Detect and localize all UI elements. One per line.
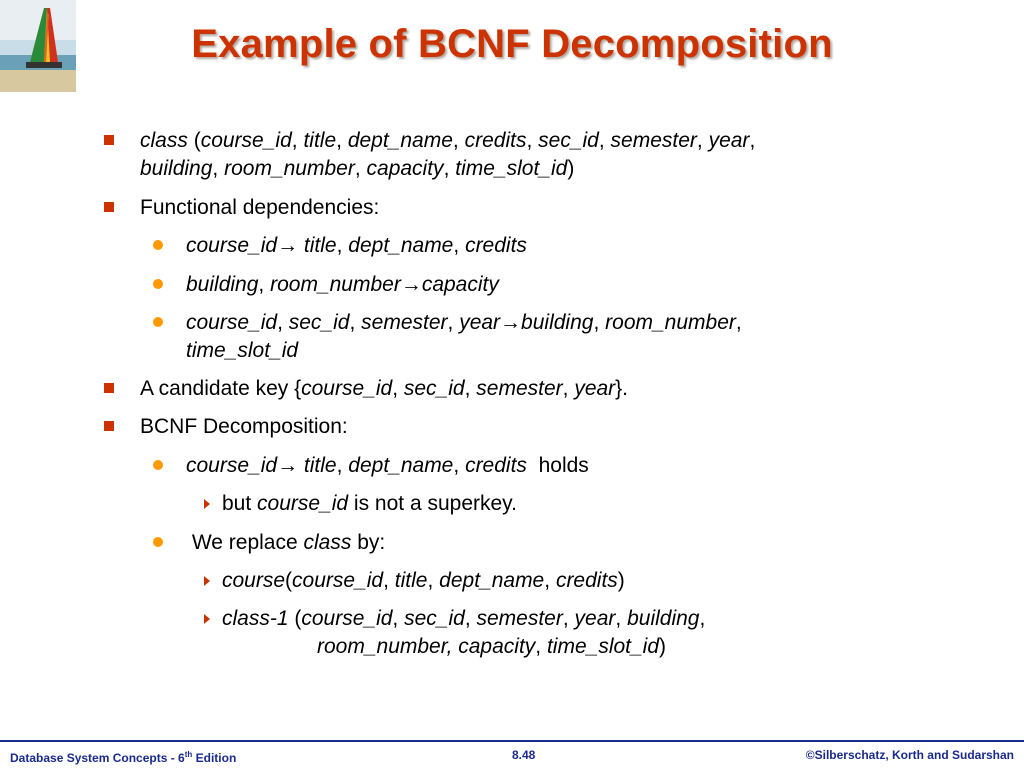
replace-line: We replace class by: bbox=[186, 531, 386, 554]
bullet-dot bbox=[153, 537, 163, 547]
fd-3-line-2: time_slot_id bbox=[186, 339, 299, 362]
bullet-square bbox=[104, 421, 114, 431]
bullet-square bbox=[104, 202, 114, 212]
footer-left: Database System Concepts - 6th Edition bbox=[10, 750, 237, 765]
bullet-square bbox=[104, 383, 114, 393]
footer-copyright: ©Silberschatz, Korth and Sudarshan bbox=[805, 748, 1014, 762]
relation-class-1-line-2: room_number, capacity, time_slot_id) bbox=[317, 635, 667, 658]
not-superkey: but course_id is not a superkey. bbox=[222, 492, 517, 515]
bullet-dot bbox=[153, 317, 163, 327]
bullet-arrow bbox=[204, 576, 210, 586]
relation-class-1-line-1: class-1 (course_id, sec_id, semester, year, building, bbox=[222, 607, 706, 630]
relation-course: course(course_id, title, dept_name, credits) bbox=[222, 569, 625, 592]
bullet-arrow bbox=[204, 499, 210, 509]
fd-heading: Functional dependencies: bbox=[140, 196, 380, 219]
fd-3-line-1: course_id, sec_id, semester, year→building, room_number, bbox=[186, 311, 742, 334]
class-schema-line-1: class (course_id, title, dept_name, credits, sec_id, semester, year, bbox=[140, 129, 756, 152]
bullet-square bbox=[104, 135, 114, 145]
slide-title: Example of BCNF Decomposition bbox=[191, 22, 833, 66]
bullet-dot bbox=[153, 240, 163, 250]
class-schema-line-2: building, room_number, capacity, time_slot_id) bbox=[140, 157, 575, 180]
fd-1: course_id→ title, dept_name, credits bbox=[186, 234, 527, 257]
bcnf-heading: BCNF Decomposition: bbox=[140, 415, 348, 438]
bullet-arrow bbox=[204, 614, 210, 624]
candidate-key: A candidate key {course_id, sec_id, semester, year}. bbox=[140, 377, 629, 400]
bullet-dot bbox=[153, 279, 163, 289]
bullet-dot bbox=[153, 460, 163, 470]
fd-2: building, room_number→capacity bbox=[186, 273, 499, 296]
bcnf-violation: course_id→ title, dept_name, credits holds bbox=[186, 454, 589, 477]
footer-page-number: 8.48 bbox=[512, 748, 536, 762]
